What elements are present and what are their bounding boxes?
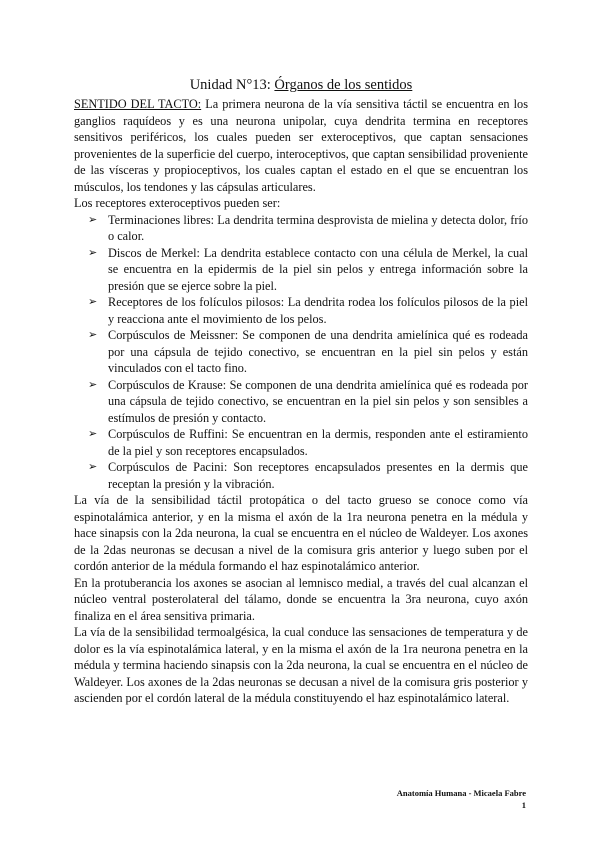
list-item: ➢ Corpúsculos de Krause: Se componen de una dendrita amielínica qué es rodeada por una cápsula de tejido conectivo, se encuentran en la piel sin pelos y son sensibles a estímulos de presión y contacto. [88,377,528,425]
footer-author: Anatomía Humana - Micaela Fabre [396,788,526,798]
intro-text: La primera neurona de la vía sensitiva táctil se encuentra en los ganglios raquídeos y es una neurona unipolar, cuya dendrita termina en receptores sensitivos periféricos, los cuales pueden ser exteroceptivos, que captan sensaciones provenientes de la superficie del cuerpo, interoceptivos, que captan sensibilidad proveniente de las vísceras y propioceptivos, los cuales captan el estado en el que se encuentran los músculos, los tendones y las cápsulas articulares. [74,97,528,194]
list-item: ➢ Corpúsculos de Ruffini: Se encuentran en la dermis, responden ante el estiramiento de la piel y son receptores encapsulados. [88,427,528,458]
body-paragraph: En la protuberancia los axones se asocian al lemnisco medial, a través del cual alcanzan el núcleo ventral posterolateral del tálamo, donde se encuentra la 3ra neurona, cuyo axón finaliza en el área sensitiva primaria. [74,575,528,623]
list-item: ➢ Corpúsculos de Meissner: Se componen de una dendrita amielínica qué es rodeada por una cápsula de tejido conectivo, se encuentran en la piel sin pelos y están vinculados con el tacto fino. [88,328,528,375]
page-footer [397,787,526,811]
receptors-heading: Los receptores exteroceptivos pueden ser: [74,196,281,210]
page-title [74,76,528,94]
list-item: ➢ Terminaciones libres: La dendrita termina desprovista de mielina y detecta dolor, frío o calor. [88,212,528,243]
arrowhead-bullet-icon: ➢ [88,328,98,341]
list-item: ➢ Receptores de los folículos pilosos: La dendrita rodea los folículos pilosos de la piel y reacciona ante el movimiento de los pelos. [88,295,528,326]
document-page [74,76,528,707]
arrowhead-bullet-icon: ➢ [88,245,98,259]
arrowhead-bullet-icon: ➢ [88,212,98,226]
page-number: 1 [521,800,526,810]
arrowhead-bullet-icon: ➢ [88,460,98,473]
title-main: Órganos de los sentidos [274,77,413,93]
arrowhead-bullet-icon: ➢ [88,295,98,308]
title-prefix: Unidad N°13: [189,77,275,93]
receptor-list [74,212,528,493]
section-heading: SENTIDO DEL TACTO: [74,97,202,111]
body-paragraph: La vía de la sensibilidad termoalgésica, la cual conduce las sensaciones de temperatura y de dolor es la vía espinotalámica lateral, y en la misma el axón de la 1ra neurona penetra en la médula y termina haciendo sinapsis con la 2da neurona, la cual se encuentra en el núcleo de Waldeyer. Los axones de la 2das neuronas se decusan a nivel de la comisura gris posterior y ascienden por el cordón lateral de la médula constituyendo el haz espinotalámico lateral. [74,625,528,705]
arrowhead-bullet-icon: ➢ [88,377,98,391]
list-item: ➢ Corpúsculos de Pacini: Son receptores encapsulados presentes en la dermis que receptan la presión y la vibración. [88,460,528,491]
arrowhead-bullet-icon: ➢ [88,427,98,440]
list-item: ➢ Discos de Merkel: La dendrita establece contacto con una célula de Merkel, la cual se encuentra en la epidermis de la piel sin pelos y entrega información sobre la presión que se ejerce sobre la piel. [88,245,528,293]
intro-paragraph [74,96,528,195]
body-paragraph: La vía de la sensibilidad táctil protopática o del tacto grueso se conoce como vía espinotalámica anterior, y en la misma el axón de la 1ra neurona penetra en la médula y hace sinapsis con la 2da neurona, la cual se encuentra en el núcleo de Waldeyer. Los axones de la 2das neuronas se decusan a nivel de la comisura gris anterior y luego suben por el cordón anterior de la médula formando el haz espinotalámico anterior. [74,493,528,573]
